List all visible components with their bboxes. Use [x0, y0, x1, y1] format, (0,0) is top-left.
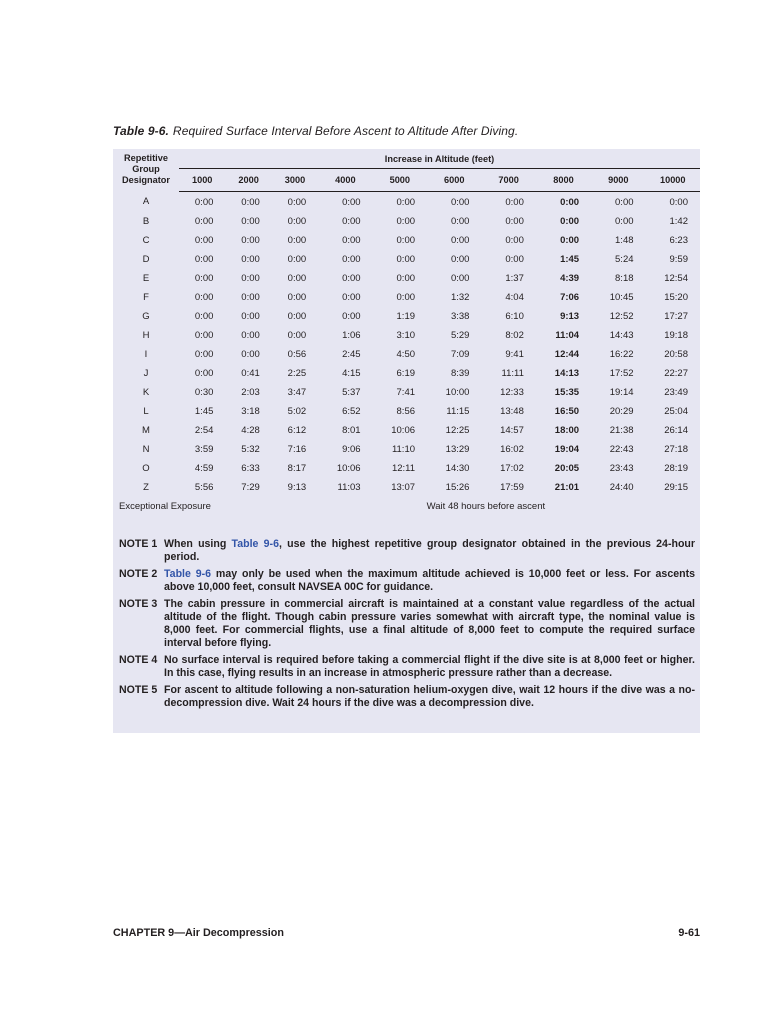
interval-cell: 1:48 — [615, 235, 634, 246]
interval-cell: 7:29 — [241, 482, 260, 493]
interval-cell: 2:03 — [241, 387, 260, 398]
group-designator-cell: O — [142, 463, 150, 474]
interval-cell: 0:00 — [194, 368, 214, 379]
interval-cell: 12:44 — [554, 349, 580, 360]
interval-cell: 9:13 — [560, 311, 580, 322]
interval-cell: 16:50 — [554, 406, 580, 417]
table-row — [113, 440, 700, 459]
interval-cell: 0:00 — [505, 216, 524, 227]
table-title: Required Surface Interval Before Ascent to Altitude After Diving. — [172, 124, 519, 138]
interval-cell: 0:00 — [560, 216, 580, 227]
table-reference-link[interactable]: Table 9-6 — [231, 538, 279, 550]
table-row — [113, 307, 700, 326]
interval-cell: 9:41 — [505, 349, 524, 360]
interval-cell: 6:23 — [669, 235, 688, 246]
interval-cell: 4:59 — [194, 463, 214, 474]
interval-cell: 0:00 — [241, 273, 260, 284]
altitude-header-4000: 4000 — [318, 169, 372, 192]
interval-cell: 1:32 — [450, 292, 470, 303]
interval-cell: 0:00 — [342, 216, 361, 227]
note-text — [164, 654, 695, 680]
interval-cell: 0:00 — [342, 196, 361, 208]
altitude-header-1000: 1000 — [179, 169, 225, 192]
table-row — [113, 212, 700, 231]
interval-cell: 9:13 — [287, 482, 307, 493]
group-designator-cell: N — [142, 444, 150, 455]
table-caption — [113, 124, 518, 138]
group-designator-cell: B — [142, 216, 150, 227]
interval-cell: 17:59 — [500, 482, 524, 493]
interval-cell: 19:18 — [664, 330, 688, 341]
interval-cell: 0:00 — [450, 216, 470, 227]
interval-cell: 4:04 — [505, 292, 524, 303]
interval-cell: 21:38 — [609, 425, 634, 436]
interval-cell: 12:25 — [445, 425, 470, 436]
group-header-line: Group — [132, 164, 160, 174]
note-text-segment: No surface interval is required before taking a commercial flight if the dive site is at 8,000 feet or higher. In this case, flying results in an increase in atmospheric pressure rather than a decrease. — [164, 654, 695, 679]
table-number: Table 9-6. — [113, 124, 169, 138]
interval-cell: 0:00 — [560, 196, 580, 208]
note-2 — [119, 568, 695, 594]
interval-cell: 8:17 — [287, 463, 307, 474]
interval-cell: 1:19 — [396, 311, 416, 322]
interval-cell: 18:00 — [554, 425, 580, 436]
interval-cell: 11:04 — [555, 330, 580, 341]
interval-cell: 13:29 — [445, 444, 470, 455]
interval-cell: 16:22 — [609, 349, 634, 360]
note-label: NOTE 1 — [119, 538, 158, 550]
group-designator-cell: K — [142, 387, 150, 398]
note-1 — [119, 538, 695, 564]
altitude-header-6000: 6000 — [427, 169, 481, 192]
interval-cell: 6:10 — [505, 311, 524, 322]
interval-cell: 8:39 — [450, 368, 470, 379]
table-panel — [113, 149, 700, 733]
interval-cell: 12:11 — [391, 463, 416, 474]
interval-cell: 5:32 — [241, 444, 260, 455]
group-designator-cell: A — [142, 196, 150, 208]
interval-cell: 10:45 — [609, 292, 634, 303]
interval-cell: 6:33 — [241, 463, 260, 474]
table-row — [113, 421, 700, 440]
group-designator-cell: G — [142, 311, 150, 322]
group-designator-cell: Z — [143, 482, 149, 493]
altitude-header-5000: 5000 — [373, 169, 427, 192]
interval-cell: 3:38 — [450, 311, 470, 322]
interval-cell: 8:56 — [396, 406, 416, 417]
exceptional-exposure-label: Exceptional Exposure — [119, 501, 211, 512]
table-reference-link[interactable]: Table 9-6 — [164, 568, 212, 580]
note-text — [164, 684, 695, 710]
interval-cell: 0:00 — [396, 196, 416, 208]
altitude-header-9000: 9000 — [591, 169, 645, 192]
interval-cell: 0:00 — [194, 330, 214, 341]
interval-cell: 0:00 — [194, 311, 214, 322]
note-3 — [119, 598, 695, 650]
interval-cell: 0:30 — [194, 387, 214, 398]
interval-cell: 3:10 — [396, 330, 416, 341]
interval-cell: 5:29 — [450, 330, 470, 341]
altitude-increase-header: Increase in Altitude (feet) — [179, 149, 700, 169]
group-designator-header — [113, 149, 179, 192]
interval-cell: 0:00 — [194, 216, 214, 227]
interval-cell: 0:00 — [615, 216, 634, 227]
interval-cell: 8:02 — [505, 330, 524, 341]
interval-cell: 16:02 — [500, 444, 524, 455]
altitude-header-7000: 7000 — [481, 169, 535, 192]
interval-cell: 20:05 — [554, 463, 580, 474]
interval-cell: 0:00 — [287, 311, 307, 322]
interval-cell: 0:00 — [450, 273, 470, 284]
interval-cell: 11:11 — [501, 368, 524, 379]
interval-cell: 12:33 — [500, 387, 524, 398]
interval-cell: 0:00 — [505, 254, 524, 265]
interval-cell: 0:00 — [450, 196, 470, 208]
notes-section — [119, 538, 695, 714]
interval-cell: 1:42 — [669, 216, 688, 227]
table-row — [113, 459, 700, 478]
interval-cell: 17:02 — [500, 463, 524, 474]
group-designator-cell: I — [144, 349, 148, 360]
interval-cell: 19:14 — [609, 387, 634, 398]
interval-cell: 2:45 — [342, 349, 361, 360]
interval-cell: 20:58 — [664, 349, 688, 360]
interval-cell: 15:35 — [554, 387, 580, 398]
table-row — [113, 345, 700, 364]
interval-cell: 19:04 — [554, 444, 580, 455]
interval-cell: 0:00 — [505, 235, 524, 246]
interval-cell: 27:18 — [664, 444, 688, 455]
group-designator-cell: D — [142, 254, 150, 265]
interval-cell: 0:00 — [342, 311, 361, 322]
interval-cell: 3:47 — [287, 387, 307, 398]
interval-cell: 14:43 — [609, 330, 634, 341]
note-label: NOTE 2 — [119, 568, 158, 580]
interval-cell: 4:39 — [560, 273, 580, 284]
interval-cell: 0:00 — [342, 292, 361, 303]
group-designator-cell: C — [142, 235, 150, 246]
interval-cell: 1:45 — [560, 254, 580, 265]
interval-cell: 0:00 — [241, 216, 260, 227]
interval-cell: 0:00 — [396, 235, 416, 246]
interval-cell: 0:00 — [287, 196, 307, 208]
interval-cell: 14:30 — [445, 463, 470, 474]
note-text-segment: For ascent to altitude following a non-saturation helium-oxygen dive, wait 12 hours if the dive was a no-decompression dive. Wait 24 hours if the dive was a decompression dive. — [164, 684, 695, 709]
interval-cell: 7:09 — [450, 349, 470, 360]
interval-cell: 0:00 — [287, 254, 307, 265]
interval-cell: 28:19 — [664, 463, 688, 474]
interval-cell: 11:10 — [391, 444, 416, 455]
interval-cell: 0:00 — [287, 235, 307, 246]
table-row — [113, 402, 700, 421]
altitude-header-2000: 2000 — [225, 169, 271, 192]
interval-cell: 17:27 — [664, 311, 688, 322]
interval-cell: 29:15 — [664, 482, 688, 493]
note-text-segment: When using — [164, 538, 232, 550]
note-text — [164, 568, 695, 594]
interval-cell: 0:00 — [287, 273, 307, 284]
interval-cell: 14:57 — [500, 425, 524, 436]
interval-cell: 0:00 — [194, 196, 214, 208]
table-row — [113, 364, 700, 383]
footer-page-number: 9-61 — [678, 927, 700, 939]
group-designator-cell: L — [143, 406, 149, 417]
table-row — [113, 288, 700, 307]
interval-cell: 0:41 — [241, 368, 260, 379]
interval-cell: 0:00 — [560, 235, 580, 246]
interval-cell: 1:06 — [342, 330, 361, 341]
group-designator-cell: J — [143, 368, 149, 379]
interval-cell: 10:06 — [336, 463, 361, 474]
interval-cell: 0:00 — [241, 311, 260, 322]
interval-cell: 0:00 — [241, 330, 260, 341]
interval-cell: 9:59 — [669, 254, 688, 265]
table-row — [113, 231, 700, 250]
interval-cell: 24:40 — [609, 482, 634, 493]
interval-cell: 4:15 — [342, 368, 361, 379]
altitude-header-row — [113, 169, 700, 192]
interval-cell: 13:07 — [391, 482, 416, 493]
interval-cell: 23:49 — [664, 387, 688, 398]
interval-cell: 0:00 — [450, 235, 470, 246]
interval-cell: 0:00 — [342, 254, 361, 265]
table-body — [113, 192, 700, 517]
interval-cell: 4:50 — [396, 349, 416, 360]
group-designator-cell: F — [143, 292, 149, 303]
interval-cell: 10:06 — [391, 425, 416, 436]
note-text-segment: , use the highest repetitive group designator obtained in the previous 24-hour period. — [164, 538, 696, 563]
interval-cell: 7:41 — [396, 387, 416, 398]
altitude-header-10000: 10000 — [646, 169, 700, 192]
interval-cell: 0:00 — [287, 292, 307, 303]
interval-cell: 0:00 — [287, 330, 307, 341]
interval-cell: 6:52 — [342, 406, 361, 417]
note-text-segment: may only be used when the maximum altitude achieved is 10,000 feet or less. For ascents above 10,000 feet, consult NAVSEA 00C for guidance. — [164, 568, 695, 593]
note-4 — [119, 654, 695, 680]
interval-cell: 5:37 — [342, 387, 361, 398]
interval-cell: 15:26 — [445, 482, 470, 493]
exceptional-exposure-value: Wait 48 hours before ascent — [426, 501, 546, 512]
interval-cell: 1:45 — [194, 406, 214, 417]
interval-cell: 0:00 — [287, 216, 307, 227]
table-row — [113, 269, 700, 288]
interval-cell: 8:01 — [342, 425, 361, 436]
table-row — [113, 250, 700, 269]
interval-cell: 12:54 — [664, 273, 688, 284]
interval-cell: 0:00 — [241, 235, 260, 246]
interval-cell: 0:00 — [396, 216, 416, 227]
interval-cell: 0:00 — [396, 273, 416, 284]
group-designator-cell: E — [142, 273, 150, 284]
table-row — [113, 326, 700, 345]
table-row — [113, 192, 700, 213]
footer-chapter: CHAPTER 9—Air Decompression — [113, 927, 284, 939]
interval-cell: 0:00 — [450, 254, 470, 265]
interval-cell: 3:59 — [194, 444, 214, 455]
group-header-line: Repetitive — [124, 153, 168, 163]
interval-cell: 9:06 — [342, 444, 361, 455]
interval-cell: 13:48 — [500, 406, 524, 417]
surface-interval-table — [113, 149, 700, 516]
interval-cell: 8:18 — [615, 273, 634, 284]
note-label: NOTE 4 — [119, 654, 158, 666]
interval-cell: 2:54 — [194, 425, 214, 436]
interval-cell: 0:00 — [396, 254, 416, 265]
interval-cell: 0:00 — [194, 292, 214, 303]
table-row — [113, 478, 700, 497]
interval-cell: 0:00 — [505, 196, 524, 208]
group-designator-cell: H — [142, 330, 150, 341]
interval-cell: 20:29 — [609, 406, 634, 417]
exceptional-exposure-row — [113, 497, 700, 516]
note-label: NOTE 5 — [119, 684, 158, 696]
note-text — [164, 538, 695, 564]
interval-cell: 0:00 — [194, 273, 214, 284]
interval-cell: 0:00 — [342, 273, 361, 284]
interval-cell: 11:15 — [446, 406, 470, 417]
interval-cell: 5:24 — [615, 254, 634, 265]
interval-cell: 17:52 — [609, 368, 634, 379]
interval-cell: 6:12 — [287, 425, 307, 436]
interval-cell: 7:16 — [287, 444, 307, 455]
interval-cell: 22:27 — [664, 368, 688, 379]
table-row — [113, 383, 700, 402]
note-label: NOTE 3 — [119, 598, 158, 610]
interval-cell: 0:00 — [241, 254, 260, 265]
interval-cell: 0:00 — [396, 292, 416, 303]
interval-cell: 0:00 — [669, 196, 688, 208]
group-header-line: Designator — [122, 175, 170, 185]
interval-cell: 0:00 — [194, 254, 214, 265]
interval-cell: 0:00 — [194, 235, 214, 246]
interval-cell: 26:14 — [664, 425, 688, 436]
interval-cell: 14:13 — [554, 368, 580, 379]
interval-cell: 2:25 — [287, 368, 307, 379]
interval-cell: 1:37 — [505, 273, 524, 284]
altitude-header-8000: 8000 — [536, 169, 591, 192]
interval-cell: 0:00 — [241, 196, 260, 208]
interval-cell: 23:43 — [609, 463, 634, 474]
interval-cell: 12:52 — [609, 311, 634, 322]
interval-cell: 15:20 — [664, 292, 688, 303]
interval-cell: 0:00 — [342, 235, 361, 246]
interval-cell: 0:00 — [194, 349, 214, 360]
interval-cell: 21:01 — [554, 482, 580, 493]
interval-cell: 25:04 — [664, 406, 688, 417]
group-designator-cell: M — [142, 425, 150, 436]
interval-cell: 22:43 — [609, 444, 634, 455]
interval-cell: 0:00 — [241, 292, 260, 303]
note-text — [164, 598, 695, 650]
interval-cell: 5:02 — [287, 406, 307, 417]
interval-cell: 3:18 — [241, 406, 260, 417]
interval-cell: 11:03 — [337, 482, 361, 493]
note-text-segment: The cabin pressure in commercial aircraft is maintained at a constant value regardless of the actual altitude of the flight. Though cabin pressure varies somewhat with aircraft type, the nominal value is 8,000 feet. For commercial flights, use a final altitude of 8,000 feet to compute the required surface interval before flying. — [164, 598, 695, 649]
interval-cell: 7:06 — [560, 292, 580, 303]
interval-cell: 0:00 — [241, 349, 260, 360]
interval-cell: 10:00 — [445, 387, 470, 398]
altitude-header-3000: 3000 — [272, 169, 318, 192]
interval-cell: 6:19 — [396, 368, 416, 379]
interval-cell: 5:56 — [194, 482, 214, 493]
interval-cell: 4:28 — [241, 425, 260, 436]
interval-cell: 0:00 — [615, 196, 634, 208]
interval-cell: 0:56 — [287, 349, 307, 360]
note-5 — [119, 684, 695, 710]
